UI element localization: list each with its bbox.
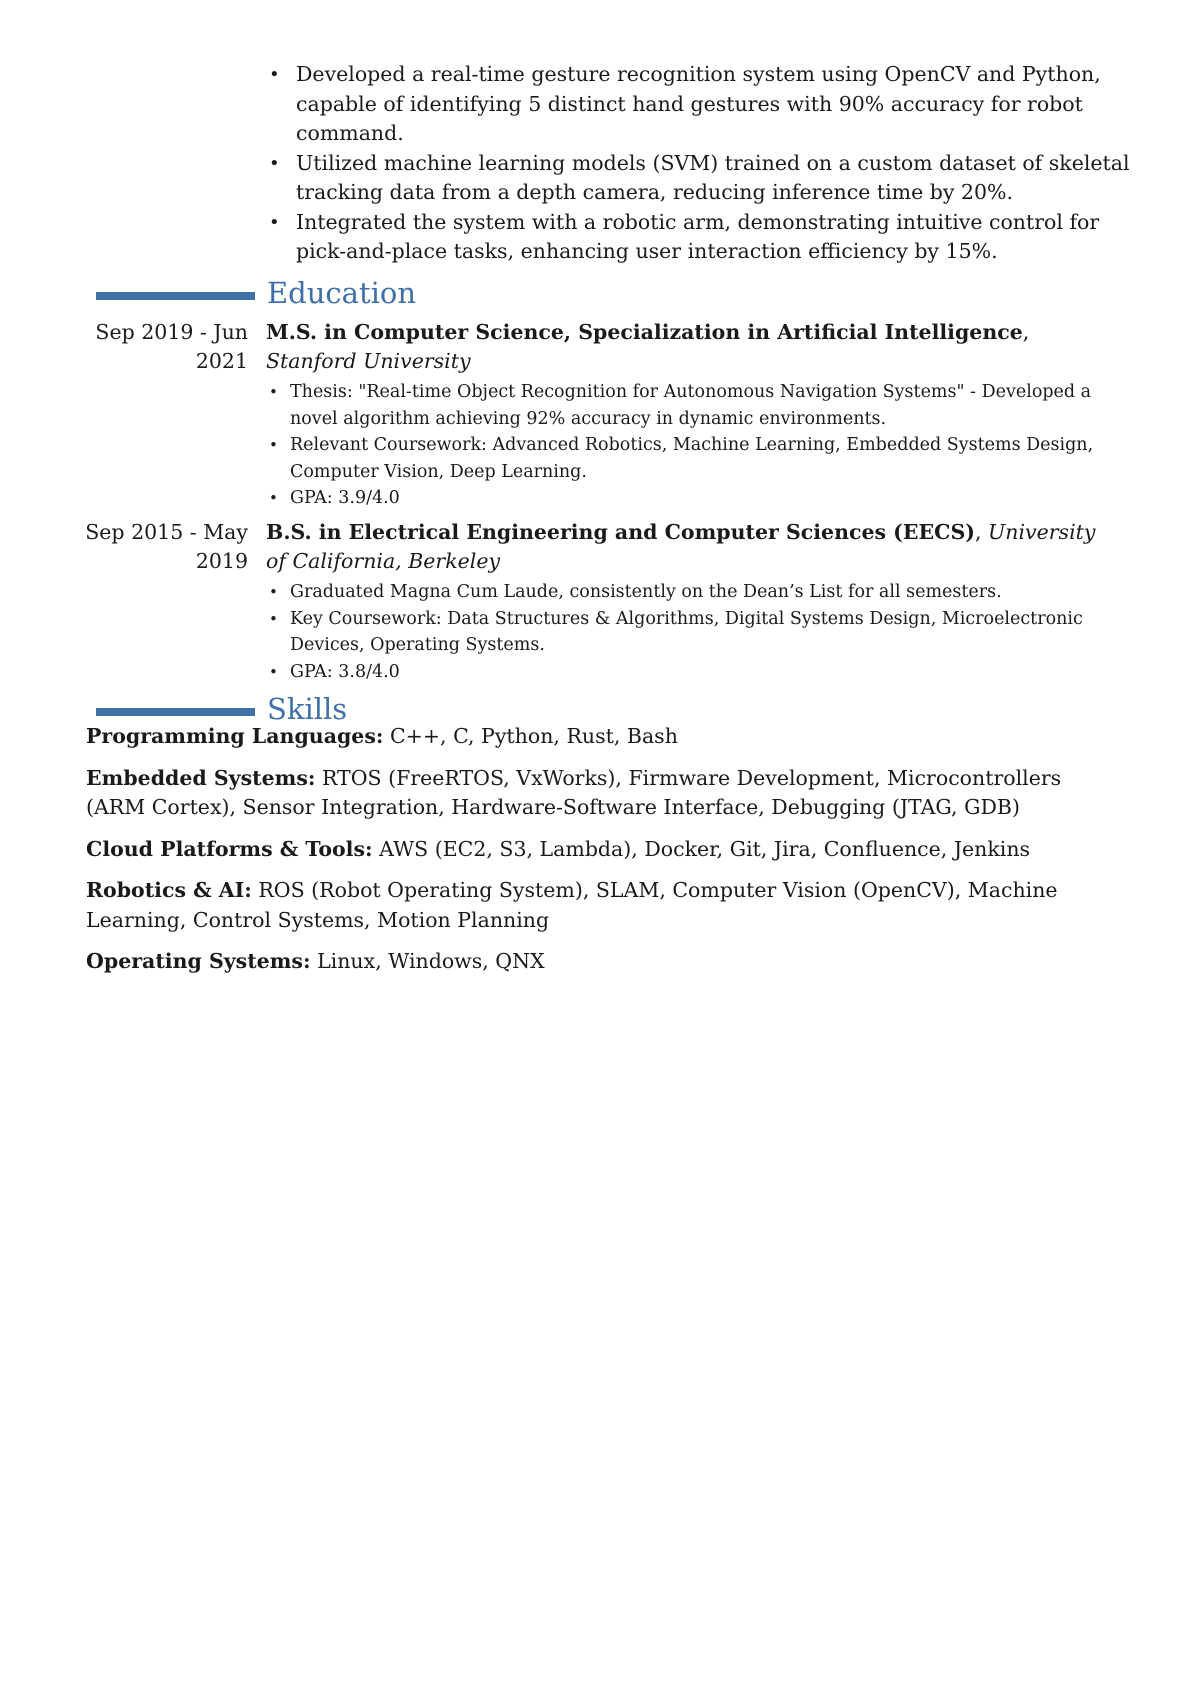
section-accent-bar (96, 708, 255, 716)
education-school: University of California, Berkeley (266, 520, 1096, 573)
education-date: Sep 2019 - Jun 2021 (95, 320, 248, 373)
skill-category: Cloud Platforms & Tools: (86, 836, 373, 861)
skill-row (86, 947, 1106, 977)
skill-values: C++, C, Python, Rust, Bash (390, 724, 678, 748)
skill-row (86, 722, 1106, 752)
education-date: Sep 2015 - May 2019 (85, 520, 248, 573)
skills-title: Skills (267, 692, 348, 726)
skill-values: ROS (Robot Operating System), SLAM, Computer Vision (OpenCV), Machine Learning, Control Systems, Motion Planning (86, 878, 1058, 932)
education-title: Education (267, 276, 417, 310)
education-bullet: • Relevant Coursework: Advanced Robotics, Machine Learning, Embedded Systems Design, Computer Vision, Deep Learning. (290, 432, 1102, 485)
education-bullet-list (266, 379, 1102, 512)
education-school: Stanford University (266, 349, 471, 373)
education-heading-line: B.S. in Electrical Engineering and Computer Sciences (EECS), University of California, Berkeley (266, 520, 1096, 573)
education-bullet: • GPA: 3.9/4.0 (290, 485, 1102, 512)
education-details (266, 518, 1102, 685)
education-bullet: • GPA: 3.8/4.0 (290, 659, 1102, 686)
skill-row (86, 876, 1106, 935)
education-bullet-list (266, 579, 1102, 685)
skill-category: Embedded Systems: (86, 765, 316, 790)
education-degree: M.S. in Computer Science, Specialization in Artificial Intelligence (266, 320, 1023, 344)
section-accent-bar (96, 292, 255, 300)
education-bullet: • Graduated Magna Cum Laude, consistently on the Dean’s List for all semesters. (290, 579, 1102, 606)
skill-category: Programming Languages: (86, 724, 384, 748)
education-details (266, 318, 1102, 512)
project-bullet: • Developed a real-time gesture recognition system using OpenCV and Python, capable of identifying 5 distinct hand gestures with 90% accuracy for robot command. (296, 60, 1132, 149)
project-bullet-list (266, 60, 1132, 267)
education-section-heading (96, 273, 1096, 313)
skill-row (86, 835, 1106, 865)
project-bullet: • Integrated the system with a robotic arm, demonstrating intuitive control for pick-and-place tasks, enhancing user interaction efficiency by 15%. (296, 208, 1132, 267)
education-heading-line: M.S. in Computer Science, Specialization in Artificial Intelligence, Stanford University (266, 320, 1030, 373)
education-bullet: • Thesis: "Real-time Object Recognition for Autonomous Navigation Systems" - Developed a novel algorithm achieving 92% accuracy in dynamic environments. (290, 379, 1102, 432)
skill-category: Operating Systems: (86, 949, 311, 973)
skill-category: Robotics & AI: (86, 878, 252, 902)
skill-row (86, 764, 1106, 823)
skill-values: AWS (EC2, S3, Lambda), Docker, Git, Jira, Confluence, Jenkins (379, 836, 1031, 861)
skills-list (86, 722, 1106, 989)
project-bullet: • Utilized machine learning models (SVM) trained on a custom dataset of skeletal tracking data from a depth camera, reducing inference time by 20%. (296, 149, 1132, 208)
education-bullet: • Key Coursework: Data Structures & Algorithms, Digital Systems Design, Microelectronic Devices, Operating Systems. (290, 606, 1102, 659)
skill-values: RTOS (FreeRTOS, VxWorks), Firmware Development, Microcontrollers (ARM Cortex), Sensor Integration, Hardware-Software Interface, Debugging (JTAG, GDB) (86, 765, 1062, 819)
skill-values: Linux, Windows, QNX (317, 949, 545, 973)
education-degree: B.S. in Electrical Engineering and Computer Sciences (EECS) (266, 520, 975, 544)
